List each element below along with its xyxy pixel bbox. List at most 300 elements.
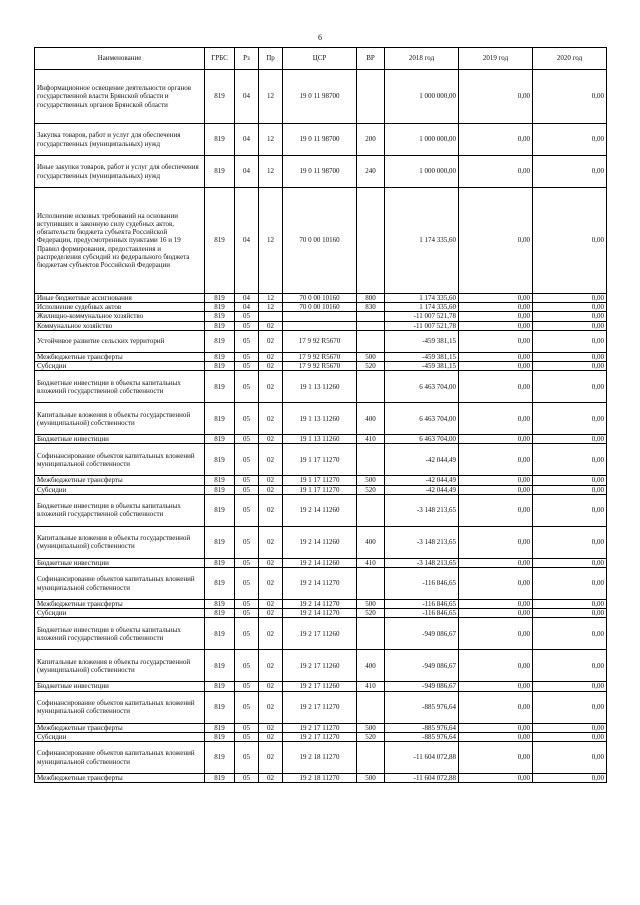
row-rz-cell: 05 xyxy=(235,485,259,494)
row-2020-cell: 0,00 xyxy=(533,618,607,650)
row-csr-cell: 19 2 17 11260 xyxy=(283,650,357,682)
table-row xyxy=(35,330,607,352)
row-2018-cell: -459 381,15 xyxy=(385,352,459,361)
row-vr-cell: 410 xyxy=(357,558,385,567)
row-name-cell: Бюджетные инвестиции xyxy=(35,682,205,691)
row-vr-cell xyxy=(357,494,385,526)
row-2020-cell: 0,00 xyxy=(533,568,607,600)
row-2018-cell: -11 604 072,88 xyxy=(385,742,459,774)
row-vr-cell xyxy=(357,618,385,650)
row-name-cell: Капитальные вложения в объекты государственной (муниципальной) собственности xyxy=(35,403,205,435)
row-vr-cell: 410 xyxy=(357,435,385,444)
table-row xyxy=(35,156,607,188)
row-2019-cell: 0,00 xyxy=(459,618,533,650)
row-vr-cell: 200 xyxy=(357,124,385,156)
row-2019-cell: 0,00 xyxy=(459,371,533,403)
row-name-cell: Межбюджетные трансферты xyxy=(35,476,205,485)
row-2019-cell: 0,00 xyxy=(459,188,533,294)
row-2019-cell: 0,00 xyxy=(459,362,533,371)
row-vr-cell xyxy=(357,742,385,774)
row-grbs-cell: 819 xyxy=(205,558,235,567)
column-header-csr: ЦСР xyxy=(283,48,357,70)
table-row xyxy=(35,691,607,723)
row-2019-cell: 0,00 xyxy=(459,494,533,526)
row-rz-cell: 04 xyxy=(235,303,259,312)
row-grbs-cell: 819 xyxy=(205,609,235,618)
row-pr-cell: 02 xyxy=(259,568,283,600)
row-2020-cell: 0,00 xyxy=(533,294,607,303)
row-csr-cell: 19 2 14 11270 xyxy=(283,568,357,600)
row-name-cell: Субсидии xyxy=(35,485,205,494)
row-2020-cell: 0,00 xyxy=(533,494,607,526)
row-grbs-cell: 819 xyxy=(205,371,235,403)
row-grbs-cell: 819 xyxy=(205,435,235,444)
row-2018-cell: -949 086,67 xyxy=(385,682,459,691)
row-grbs-cell: 819 xyxy=(205,403,235,435)
row-csr-cell: 17 9 92 R5670 xyxy=(283,352,357,361)
row-name-cell: Устойчивое развитие сельских территорий xyxy=(35,330,205,352)
row-csr-cell: 19 2 14 11260 xyxy=(283,558,357,567)
row-2020-cell: 0,00 xyxy=(533,691,607,723)
row-name-cell: Коммунальное хозяйство xyxy=(35,321,205,330)
row-csr-cell: 19 1 13 11260 xyxy=(283,403,357,435)
row-csr-cell: 19 2 17 11270 xyxy=(283,723,357,732)
row-2018-cell: -3 148 213,65 xyxy=(385,526,459,558)
row-pr-cell: 02 xyxy=(259,494,283,526)
row-2020-cell: 0,00 xyxy=(533,124,607,156)
row-rz-cell: 05 xyxy=(235,650,259,682)
row-csr-cell xyxy=(283,312,357,321)
row-csr-cell: 17 9 92 R5670 xyxy=(283,362,357,371)
table-header-row xyxy=(35,48,607,70)
column-header-2020: 2020 год xyxy=(533,48,607,70)
row-csr-cell: 70 0 00 10160 xyxy=(283,294,357,303)
row-grbs-cell: 819 xyxy=(205,618,235,650)
row-2020-cell: 0,00 xyxy=(533,156,607,188)
row-pr-cell: 02 xyxy=(259,352,283,361)
row-pr-cell: 02 xyxy=(259,476,283,485)
table-row xyxy=(35,723,607,732)
row-2018-cell: -3 148 213,65 xyxy=(385,494,459,526)
table-row xyxy=(35,124,607,156)
row-2019-cell: 0,00 xyxy=(459,723,533,732)
row-csr-cell: 19 0 11 98700 xyxy=(283,124,357,156)
row-2019-cell: 0,00 xyxy=(459,70,533,124)
table-row xyxy=(35,371,607,403)
row-vr-cell xyxy=(357,444,385,476)
row-csr-cell: 19 0 11 98700 xyxy=(283,156,357,188)
row-2018-cell: 6 463 704,00 xyxy=(385,403,459,435)
row-csr-cell: 70 0 00 10160 xyxy=(283,188,357,294)
row-grbs-cell: 819 xyxy=(205,362,235,371)
row-rz-cell: 05 xyxy=(235,682,259,691)
row-pr-cell: 02 xyxy=(259,609,283,618)
row-2020-cell: 0,00 xyxy=(533,362,607,371)
row-pr-cell: 02 xyxy=(259,371,283,403)
row-rz-cell: 05 xyxy=(235,558,259,567)
row-rz-cell: 05 xyxy=(235,609,259,618)
row-csr-cell: 19 1 17 11270 xyxy=(283,444,357,476)
row-pr-cell: 02 xyxy=(259,732,283,741)
row-pr-cell: 12 xyxy=(259,188,283,294)
row-rz-cell: 05 xyxy=(235,362,259,371)
row-rz-cell: 05 xyxy=(235,352,259,361)
row-name-cell: Софинансирование объектов капитальных вложений муниципальной собственности xyxy=(35,691,205,723)
row-2020-cell: 0,00 xyxy=(533,312,607,321)
row-2019-cell: 0,00 xyxy=(459,774,533,783)
row-2020-cell: 0,00 xyxy=(533,723,607,732)
column-header-rz: Рз xyxy=(235,48,259,70)
row-grbs-cell: 819 xyxy=(205,650,235,682)
row-2019-cell: 0,00 xyxy=(459,558,533,567)
row-name-cell: Софинансирование объектов капитальных вложений муниципальной собственности xyxy=(35,742,205,774)
row-2019-cell: 0,00 xyxy=(459,650,533,682)
row-name-cell: Бюджетные инвестиции xyxy=(35,558,205,567)
table-row xyxy=(35,444,607,476)
row-pr-cell: 12 xyxy=(259,70,283,124)
table-row xyxy=(35,526,607,558)
row-pr-cell: 02 xyxy=(259,330,283,352)
row-name-cell: Бюджетные инвестиции xyxy=(35,435,205,444)
row-2020-cell: 0,00 xyxy=(533,403,607,435)
row-2018-cell: -42 044,49 xyxy=(385,485,459,494)
row-2018-cell: -3 148 213,65 xyxy=(385,558,459,567)
row-2019-cell: 0,00 xyxy=(459,156,533,188)
row-grbs-cell: 819 xyxy=(205,476,235,485)
row-vr-cell xyxy=(357,691,385,723)
row-vr-cell: 520 xyxy=(357,362,385,371)
row-2018-cell: -42 044,49 xyxy=(385,444,459,476)
row-csr-cell: 19 0 11 98700 xyxy=(283,70,357,124)
row-2018-cell: 6 463 704,00 xyxy=(385,371,459,403)
row-grbs-cell: 819 xyxy=(205,312,235,321)
row-csr-cell: 19 2 17 11270 xyxy=(283,691,357,723)
row-rz-cell: 05 xyxy=(235,371,259,403)
row-vr-cell xyxy=(357,312,385,321)
row-2020-cell: 0,00 xyxy=(533,732,607,741)
row-rz-cell: 05 xyxy=(235,312,259,321)
row-grbs-cell: 819 xyxy=(205,188,235,294)
row-2020-cell: 0,00 xyxy=(533,476,607,485)
row-2019-cell: 0,00 xyxy=(459,568,533,600)
row-pr-cell: 02 xyxy=(259,444,283,476)
row-vr-cell xyxy=(357,568,385,600)
row-rz-cell: 05 xyxy=(235,494,259,526)
row-grbs-cell: 819 xyxy=(205,600,235,609)
row-pr-cell: 02 xyxy=(259,691,283,723)
row-2018-cell: -11 604 072,88 xyxy=(385,774,459,783)
row-grbs-cell: 819 xyxy=(205,742,235,774)
row-2019-cell: 0,00 xyxy=(459,742,533,774)
row-pr-cell: 02 xyxy=(259,558,283,567)
row-pr-cell: 02 xyxy=(259,435,283,444)
row-vr-cell xyxy=(357,330,385,352)
row-2020-cell: 0,00 xyxy=(533,609,607,618)
row-name-cell: Межбюджетные трансферты xyxy=(35,352,205,361)
row-2019-cell: 0,00 xyxy=(459,330,533,352)
row-2019-cell: 0,00 xyxy=(459,294,533,303)
row-2018-cell: -949 086,67 xyxy=(385,650,459,682)
row-vr-cell: 400 xyxy=(357,650,385,682)
row-2018-cell: 1 000 000,00 xyxy=(385,70,459,124)
row-rz-cell: 05 xyxy=(235,435,259,444)
row-2019-cell: 0,00 xyxy=(459,321,533,330)
column-header-grbs: ГРБС xyxy=(205,48,235,70)
row-2020-cell: 0,00 xyxy=(533,485,607,494)
row-2019-cell: 0,00 xyxy=(459,732,533,741)
row-2019-cell: 0,00 xyxy=(459,444,533,476)
row-rz-cell: 04 xyxy=(235,70,259,124)
row-vr-cell xyxy=(357,321,385,330)
table-row xyxy=(35,650,607,682)
row-csr-cell: 19 2 18 11270 xyxy=(283,774,357,783)
row-name-cell: Иные закупки товаров, работ и услуг для обеспечения государственных (муниципальных) нужд xyxy=(35,156,205,188)
row-2018-cell: 1 000 000,00 xyxy=(385,156,459,188)
row-2018-cell: -116 846,65 xyxy=(385,609,459,618)
row-rz-cell: 05 xyxy=(235,732,259,741)
row-2020-cell: 0,00 xyxy=(533,526,607,558)
table-row xyxy=(35,303,607,312)
row-name-cell: Исполнение судебных актов xyxy=(35,303,205,312)
row-csr-cell: 19 1 13 11260 xyxy=(283,371,357,403)
row-name-cell: Межбюджетные трансферты xyxy=(35,723,205,732)
row-grbs-cell: 819 xyxy=(205,526,235,558)
row-2018-cell: -885 976,64 xyxy=(385,723,459,732)
row-2019-cell: 0,00 xyxy=(459,485,533,494)
row-grbs-cell: 819 xyxy=(205,70,235,124)
row-csr-cell: 19 1 13 11260 xyxy=(283,435,357,444)
row-vr-cell: 800 xyxy=(357,294,385,303)
row-2019-cell: 0,00 xyxy=(459,352,533,361)
row-pr-cell: 12 xyxy=(259,156,283,188)
row-pr-cell: 12 xyxy=(259,124,283,156)
row-vr-cell: 520 xyxy=(357,609,385,618)
row-vr-cell: 520 xyxy=(357,732,385,741)
table-row xyxy=(35,600,607,609)
row-name-cell: Иные бюджетные ассигнования xyxy=(35,294,205,303)
row-rz-cell: 05 xyxy=(235,723,259,732)
row-rz-cell: 05 xyxy=(235,742,259,774)
row-pr-cell: 02 xyxy=(259,682,283,691)
row-name-cell: Субсидии xyxy=(35,609,205,618)
row-rz-cell: 05 xyxy=(235,568,259,600)
row-name-cell: Капитальные вложения в объекты государственной (муниципальной) собственности xyxy=(35,526,205,558)
row-pr-cell: 02 xyxy=(259,362,283,371)
row-grbs-cell: 819 xyxy=(205,723,235,732)
row-2018-cell: -459 381,15 xyxy=(385,362,459,371)
column-header-name: Наименование xyxy=(35,48,205,70)
table-row xyxy=(35,568,607,600)
row-vr-cell xyxy=(357,188,385,294)
row-pr-cell: 02 xyxy=(259,774,283,783)
row-2020-cell: 0,00 xyxy=(533,558,607,567)
row-2019-cell: 0,00 xyxy=(459,691,533,723)
row-grbs-cell: 819 xyxy=(205,568,235,600)
row-2018-cell: -949 086,67 xyxy=(385,618,459,650)
table-row xyxy=(35,609,607,618)
row-rz-cell: 05 xyxy=(235,476,259,485)
table-row xyxy=(35,435,607,444)
row-vr-cell: 500 xyxy=(357,774,385,783)
row-rz-cell: 04 xyxy=(235,188,259,294)
row-csr-cell: 19 2 14 11270 xyxy=(283,600,357,609)
row-vr-cell: 520 xyxy=(357,485,385,494)
row-pr-cell: 02 xyxy=(259,403,283,435)
row-csr-cell: 19 2 17 11260 xyxy=(283,682,357,691)
row-rz-cell: 05 xyxy=(235,403,259,435)
row-name-cell: Межбюджетные трансферты xyxy=(35,600,205,609)
row-2020-cell: 0,00 xyxy=(533,188,607,294)
row-2020-cell: 0,00 xyxy=(533,321,607,330)
row-vr-cell: 500 xyxy=(357,352,385,361)
table-row xyxy=(35,403,607,435)
row-name-cell: Софинансирование объектов капитальных вложений муниципальной собственности xyxy=(35,568,205,600)
row-2020-cell: 0,00 xyxy=(533,650,607,682)
row-csr-cell: 19 2 17 11270 xyxy=(283,732,357,741)
row-2018-cell: 1 174 335,60 xyxy=(385,188,459,294)
row-pr-cell: 02 xyxy=(259,650,283,682)
row-grbs-cell: 819 xyxy=(205,444,235,476)
row-2019-cell: 0,00 xyxy=(459,303,533,312)
table-row xyxy=(35,732,607,741)
table-row xyxy=(35,312,607,321)
row-2020-cell: 0,00 xyxy=(533,352,607,361)
row-vr-cell: 400 xyxy=(357,403,385,435)
row-2020-cell: 0,00 xyxy=(533,303,607,312)
row-2018-cell: -885 976,64 xyxy=(385,732,459,741)
row-csr-cell: 19 2 18 11270 xyxy=(283,742,357,774)
row-csr-cell: 17 9 92 R5670 xyxy=(283,330,357,352)
row-2020-cell: 0,00 xyxy=(533,70,607,124)
row-name-cell: Бюджетные инвестиции в объекты капитальных вложений государственной собственности xyxy=(35,618,205,650)
row-rz-cell: 05 xyxy=(235,526,259,558)
row-grbs-cell: 819 xyxy=(205,330,235,352)
row-vr-cell: 500 xyxy=(357,600,385,609)
row-vr-cell: 410 xyxy=(357,682,385,691)
row-rz-cell: 05 xyxy=(235,444,259,476)
row-grbs-cell: 819 xyxy=(205,294,235,303)
row-csr-cell: 19 2 14 11260 xyxy=(283,494,357,526)
table-row xyxy=(35,485,607,494)
row-rz-cell: 05 xyxy=(235,618,259,650)
row-vr-cell xyxy=(357,70,385,124)
row-name-cell: Межбюджетные трансферты xyxy=(35,774,205,783)
table-row xyxy=(35,362,607,371)
row-2020-cell: 0,00 xyxy=(533,600,607,609)
row-2020-cell: 0,00 xyxy=(533,330,607,352)
row-2018-cell: 1 174 335,60 xyxy=(385,294,459,303)
row-pr-cell: 12 xyxy=(259,294,283,303)
row-csr-cell: 19 1 17 11270 xyxy=(283,485,357,494)
row-2018-cell: -11 007 521,78 xyxy=(385,321,459,330)
row-name-cell: Исполнение исковых требований на основании вступивших в законную силу судебных актов, обязательств бюджета субъекта Российской Федерации, предусмотренных пунктами 16 и 19 Правил формирования, предоставления и распределения субсидий из федерального бюджета бюджетам субъектов Российской Федерации xyxy=(35,188,205,294)
row-csr-cell: 19 2 14 11270 xyxy=(283,609,357,618)
row-csr-cell: 19 2 14 11260 xyxy=(283,526,357,558)
row-2018-cell: 6 463 704,00 xyxy=(385,435,459,444)
row-vr-cell xyxy=(357,371,385,403)
row-vr-cell: 400 xyxy=(357,526,385,558)
row-2019-cell: 0,00 xyxy=(459,682,533,691)
page-number: 6 xyxy=(318,33,322,42)
table-row xyxy=(35,742,607,774)
row-2020-cell: 0,00 xyxy=(533,435,607,444)
row-grbs-cell: 819 xyxy=(205,124,235,156)
row-name-cell: Жилищно-коммунальное хозяйство xyxy=(35,312,205,321)
table-row xyxy=(35,774,607,783)
row-2018-cell: 1 000 000,00 xyxy=(385,124,459,156)
table-row xyxy=(35,476,607,485)
row-2020-cell: 0,00 xyxy=(533,682,607,691)
row-pr-cell: 12 xyxy=(259,303,283,312)
row-2018-cell: -42 044,49 xyxy=(385,476,459,485)
row-grbs-cell: 819 xyxy=(205,774,235,783)
row-grbs-cell: 819 xyxy=(205,485,235,494)
column-header-pr: Пр xyxy=(259,48,283,70)
row-name-cell: Закупка товаров, работ и услуг для обеспечения государственных (муниципальных) нужд xyxy=(35,124,205,156)
table-row xyxy=(35,321,607,330)
row-grbs-cell: 819 xyxy=(205,691,235,723)
row-2019-cell: 0,00 xyxy=(459,312,533,321)
row-2019-cell: 0,00 xyxy=(459,403,533,435)
row-2020-cell: 0,00 xyxy=(533,742,607,774)
row-pr-cell: 02 xyxy=(259,618,283,650)
table-row xyxy=(35,494,607,526)
row-pr-cell xyxy=(259,312,283,321)
row-rz-cell: 05 xyxy=(235,330,259,352)
row-name-cell: Софинансирование объектов капитальных вложений муниципальной собственности xyxy=(35,444,205,476)
row-vr-cell: 500 xyxy=(357,476,385,485)
row-grbs-cell: 819 xyxy=(205,494,235,526)
row-csr-cell: 19 1 17 11270 xyxy=(283,476,357,485)
row-2018-cell: 1 174 335,60 xyxy=(385,303,459,312)
row-name-cell: Бюджетные инвестиции в объекты капитальных вложений государственной собственности xyxy=(35,494,205,526)
row-pr-cell: 02 xyxy=(259,742,283,774)
row-csr-cell: 19 2 17 11260 xyxy=(283,618,357,650)
row-vr-cell: 240 xyxy=(357,156,385,188)
row-2019-cell: 0,00 xyxy=(459,124,533,156)
row-2019-cell: 0,00 xyxy=(459,600,533,609)
column-header-vr: ВР xyxy=(357,48,385,70)
table-row xyxy=(35,294,607,303)
row-pr-cell: 02 xyxy=(259,723,283,732)
row-csr-cell xyxy=(283,321,357,330)
row-name-cell: Субсидии xyxy=(35,362,205,371)
row-pr-cell: 02 xyxy=(259,600,283,609)
row-name-cell: Капитальные вложения в объекты государственной (муниципальной) собственности xyxy=(35,650,205,682)
row-2018-cell: -116 846,65 xyxy=(385,568,459,600)
row-2018-cell: -116 846,65 xyxy=(385,600,459,609)
row-rz-cell: 04 xyxy=(235,294,259,303)
row-grbs-cell: 819 xyxy=(205,732,235,741)
row-2019-cell: 0,00 xyxy=(459,476,533,485)
row-2018-cell: -11 007 521,78 xyxy=(385,312,459,321)
row-rz-cell: 04 xyxy=(235,124,259,156)
column-header-2018: 2018 год xyxy=(385,48,459,70)
row-rz-cell: 05 xyxy=(235,600,259,609)
row-2019-cell: 0,00 xyxy=(459,435,533,444)
row-grbs-cell: 819 xyxy=(205,156,235,188)
row-grbs-cell: 819 xyxy=(205,682,235,691)
row-2018-cell: -459 381,15 xyxy=(385,330,459,352)
column-header-2019: 2019 год xyxy=(459,48,533,70)
row-rz-cell: 05 xyxy=(235,691,259,723)
row-name-cell: Субсидии xyxy=(35,732,205,741)
row-2020-cell: 0,00 xyxy=(533,444,607,476)
row-2020-cell: 0,00 xyxy=(533,371,607,403)
table-row xyxy=(35,558,607,567)
row-pr-cell: 02 xyxy=(259,485,283,494)
table-row xyxy=(35,618,607,650)
